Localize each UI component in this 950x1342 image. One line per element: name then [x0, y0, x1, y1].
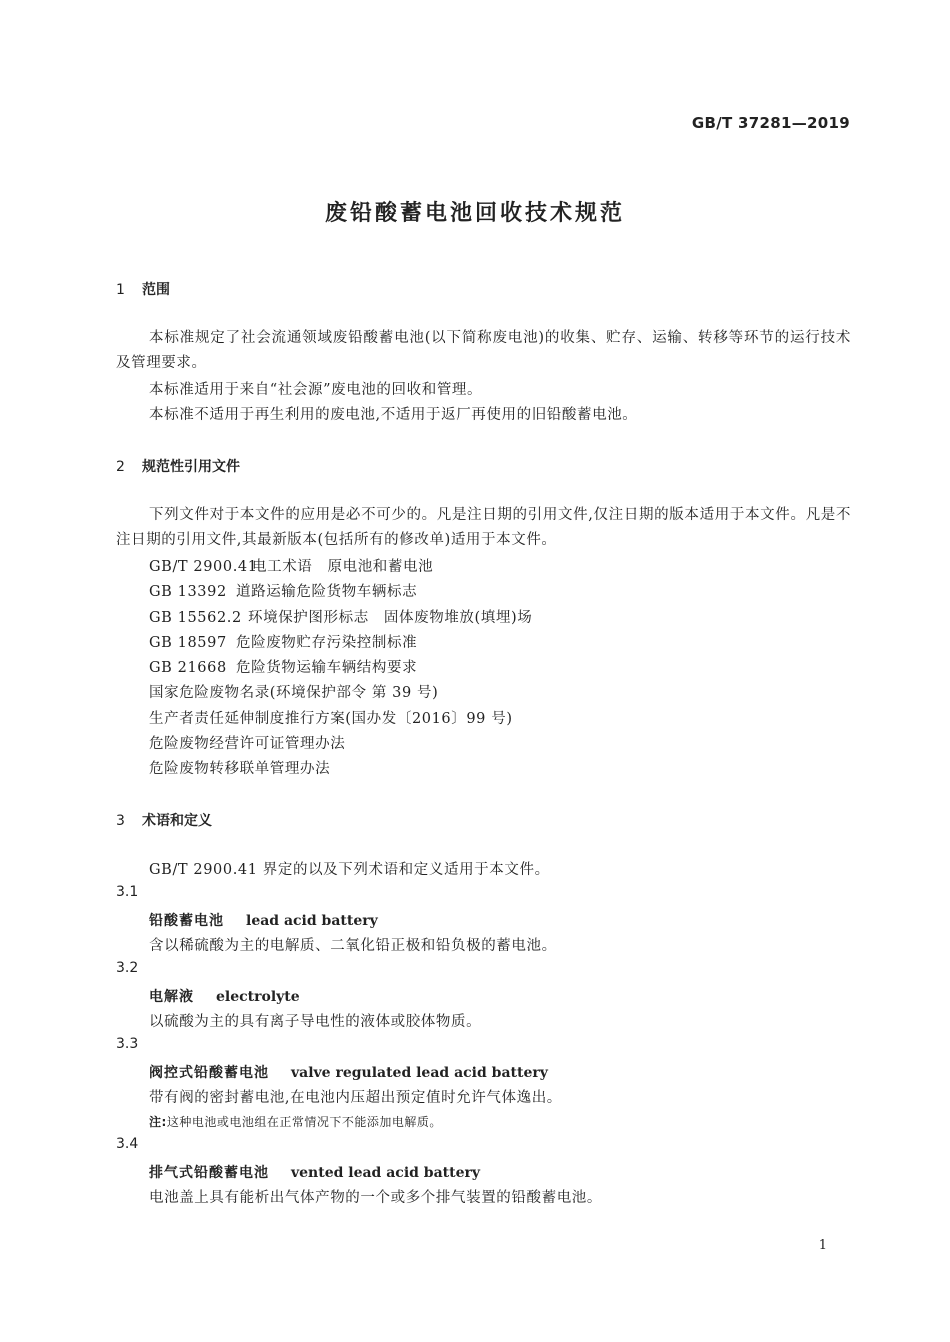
standard-number: GB/T 37281—2019 [691, 114, 850, 132]
clause-number: 3.4 [116, 1136, 139, 1152]
reference-item [149, 631, 417, 652]
reference-code: GB 18597 [149, 635, 227, 651]
section-3-heading [116, 810, 212, 830]
term-note [149, 1113, 442, 1130]
reference-title: 环境保护图形标志 固体废物堆放(填埋)场 [248, 610, 533, 626]
reference-item [149, 656, 417, 677]
reference-item [149, 555, 433, 576]
page-number: 1 [818, 1238, 827, 1253]
document-title: 废铅酸蓄电池回收技术规范 [324, 201, 625, 226]
reference-code: GB 21668 [149, 660, 227, 676]
document-item: 国家危险废物名录(环境保护部令 第 39 号) [149, 685, 439, 701]
paragraph: 本标准适用于来自“社会源”废电池的回收和管理。 [149, 382, 483, 398]
paragraph: GB/T 2900.41 界定的以及下列术语和定义适用于本文件。 [149, 862, 550, 878]
term-definition: 含以稀硫酸为主的电解质、二氧化铅正极和铅负极的蓄电池。 [149, 938, 557, 954]
term-chinese: 阀控式铅酸蓄电池 [149, 1065, 269, 1081]
reference-title: 道路运输危险货物车辆标志 [236, 584, 418, 600]
term-heading [149, 986, 300, 1006]
term-english: electrolyte [216, 989, 300, 1005]
section-title: 术语和定义 [142, 813, 212, 829]
section-number: 2 [116, 459, 125, 475]
reference-code: GB 15562.2 [149, 610, 242, 626]
reference-title: 电工术语 原电池和蓄电池 [252, 559, 434, 575]
term-english: valve regulated lead acid battery [291, 1065, 548, 1081]
term-chinese: 铅酸蓄电池 [149, 913, 224, 929]
reference-title: 危险废物贮存污染控制标准 [236, 635, 418, 651]
term-chinese: 排气式铅酸蓄电池 [149, 1165, 269, 1181]
clause-number: 3.2 [116, 960, 139, 976]
document-item: 危险废物经营许可证管理办法 [149, 736, 346, 752]
term-english: vented lead acid battery [291, 1165, 481, 1181]
section-number: 3 [116, 813, 125, 829]
term-english: lead acid battery [246, 913, 378, 929]
paragraph: 本标准规定了社会流通领域废铅酸蓄电池(以下简称废电池)的收集、贮存、运输、转移等环节的运行技术及管理要求。 [116, 330, 851, 371]
document-item: 危险废物转移联单管理办法 [149, 761, 331, 777]
section-number: 1 [116, 282, 125, 298]
reference-item [149, 606, 532, 627]
term-heading [149, 910, 378, 930]
section-title: 规范性引用文件 [142, 459, 240, 475]
term-heading [149, 1062, 548, 1082]
term-definition: 带有阀的密封蓄电池,在电池内压超出预定值时允许气体逸出。 [149, 1090, 562, 1106]
term-heading [149, 1162, 480, 1182]
term-definition: 电池盖上具有能析出气体产物的一个或多个排气装置的铅酸蓄电池。 [149, 1190, 602, 1206]
note-text: 这种电池或电池组在正常情况下不能添加电解质。 [166, 1115, 442, 1129]
document-item: 生产者责任延伸制度推行方案(国办发〔2016〕99 号) [149, 711, 513, 727]
section-2-heading [116, 456, 240, 476]
reference-title: 危险货物运输车辆结构要求 [236, 660, 418, 676]
reference-code: GB/T 2900.41 [149, 559, 258, 575]
note-label: 注: [149, 1115, 167, 1129]
reference-code: GB 13392 [149, 584, 227, 600]
clause-number: 3.1 [116, 884, 139, 900]
paragraph: 下列文件对于本文件的应用是必不可少的。凡是注日期的引用文件,仅注日期的版本适用于本文件。凡是不注日期的引用文件,其最新版本(包括所有的修改单)适用于本文件。 [116, 507, 851, 548]
paragraph: 本标准不适用于再生利用的废电池,不适用于返厂再使用的旧铅酸蓄电池。 [149, 407, 638, 423]
clause-number: 3.3 [116, 1036, 139, 1052]
section-1-heading [116, 279, 170, 299]
term-chinese: 电解液 [149, 989, 194, 1005]
reference-item [149, 580, 417, 601]
term-definition: 以硫酸为主的具有离子导电性的液体或胶体物质。 [149, 1014, 482, 1030]
section-title: 范围 [142, 282, 170, 298]
